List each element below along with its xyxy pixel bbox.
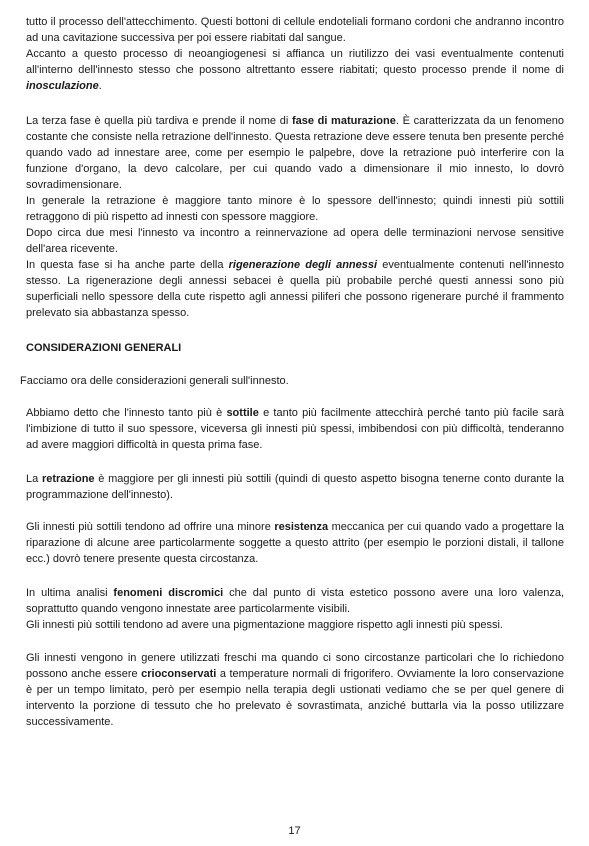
paragraph-pigmentazione	[26, 617, 564, 633]
paragraph-text: In questa fase si ha anche parte della	[26, 259, 229, 271]
paragraph-text: In generale la retrazione è maggiore tanto minore è lo spessore dell'innesto; quindi innesti più sottili retraggono di più rispetto ad innesti con spessore maggiore.	[26, 195, 564, 223]
paragraph-retrazione-spessore	[26, 193, 564, 225]
paragraph-intro-considerazioni	[20, 373, 558, 389]
paragraph-text: e tanto più facilmente attecchirà perché tanto più facile sarà l'imbizione di tutto il suo spessore, viceversa gli innesti più spessi, imbibendosi con più difficoltà, tenderanno ad avere maggiori difficoltà in questa prima fase.	[26, 407, 564, 451]
paragraph-text: meccanica per cui quando vado a progettare la riparazione di alcune aree particolarmente soggette a questo attrito (per esempio le porzioni distali, il tallone ecc.) dovrò tenere presente questa circostanza.	[26, 521, 564, 565]
paragraph-text: Facciamo ora delle considerazioni generali sull'innesto.	[20, 375, 289, 387]
paragraph-text: Accanto a questo processo di neoangiogenesi si affianca un riutilizzo dei vasi eventualmente contenuti all'interno dell'innesto stesso che possono altrettanto essere riabitati; questo processo prende il nome di	[26, 48, 564, 76]
paragraph-text: Dopo circa due mesi l'innesto va incontro a reinnervazione ad opera delle terminazioni nervose sensitive dell'area ricevente.	[26, 227, 564, 255]
bold-italic-term: inosculazione	[26, 80, 99, 92]
paragraph-text: Gli innesti più sottili tendono ad offrire una minore	[26, 521, 275, 533]
paragraph-text: Abbiamo detto che l'innesto tanto più è	[26, 407, 227, 419]
paragraph-text: La terza fase è quella più tardiva e prende il nome di	[26, 115, 292, 127]
paragraph-attecchimento	[26, 14, 564, 46]
paragraph-fase-maturazione	[26, 113, 564, 193]
paragraph-text: In ultima analisi	[26, 587, 114, 599]
paragraph-text: .	[98, 80, 102, 92]
paragraph-text: a temperature normali di frigorifero. Ovviamente la loro conservazione è per un tempo limitato, però per esempio nella terapia degli ustionati vediamo che se per quel genere di intervento la porzione di tessuto che ho prelevato è sovrastimata, anziché buttarla via la posso utilizzare successivamente.	[26, 668, 564, 728]
paragraph-retrazione	[26, 471, 564, 503]
paragraph-crioconservati	[26, 650, 564, 730]
section-heading: CONSIDERAZIONI GENERALI	[26, 342, 182, 354]
paragraph-text: è maggiore per gli innesti più sottili (quindi di questo aspetto bisogna tenerne conto durante la programmazione dell'innesto).	[26, 473, 564, 501]
paragraph-discromici	[26, 585, 564, 617]
bold-term: retrazione	[41, 473, 95, 485]
paragraph-sottile	[26, 405, 564, 453]
paragraph-resistenza	[26, 519, 564, 567]
bold-term: resistenza	[274, 521, 329, 533]
bold-term: fenomeni discromici	[113, 587, 224, 599]
bold-italic-term: rigenerazione degli annessi	[228, 259, 378, 271]
bold-term: fase di maturazione	[291, 115, 396, 127]
paragraph-rigenerazione-annessi	[26, 257, 564, 321]
paragraph-text: . È caratterizzata da un fenomeno costante che consiste nella retrazione dell'innesto. Questa retrazione deve essere tenuta ben presente perché quando vado ad innestare aree, come per esempio le palpebre, dove la retrazione può interferire con la funzione d'organo, la devo calcolare, per cui quando vado a dimensionare il mio innesto, lo dovrò sovradimensionare.	[26, 115, 564, 191]
paragraph-reinnervazione	[26, 225, 564, 257]
bold-term: crioconservati	[141, 668, 217, 680]
paragraph-text: Gli innesti più sottili tendono ad avere una pigmentazione maggiore rispetto agli innesti più spessi.	[26, 619, 503, 631]
paragraph-text: eventualmente contenuti nell'innesto stesso. La rigenerazione degli annessi sebacei è quella più probabile perché questi annessi sono più superficiali nello spessore della cute rispetto agli annessi piliferi che possono rigenerare purché il frammento prelevato sia abbastanza spesso.	[26, 259, 564, 319]
paragraph-text: tutto il processo dell'attecchimento. Questi bottoni di cellule endoteliali formano cordoni che andranno incontro ad una cavitazione successiva per poi essere riabitati dal sangue.	[26, 16, 564, 44]
bold-term: sottile	[226, 407, 259, 419]
page-number: 17	[288, 825, 301, 837]
paragraph-text: Gli innesti vengono in genere utilizzati freschi ma quando ci sono circostanze particolari che lo richiedono possono anche essere	[26, 652, 564, 680]
paragraph-text: La	[26, 473, 42, 485]
paragraph-text: che dal punto di vista estetico possono avere una loro valenza, soprattutto quando vengono innestate aree particolarmente visibili.	[26, 587, 564, 615]
paragraph-inosculazione	[26, 46, 564, 94]
